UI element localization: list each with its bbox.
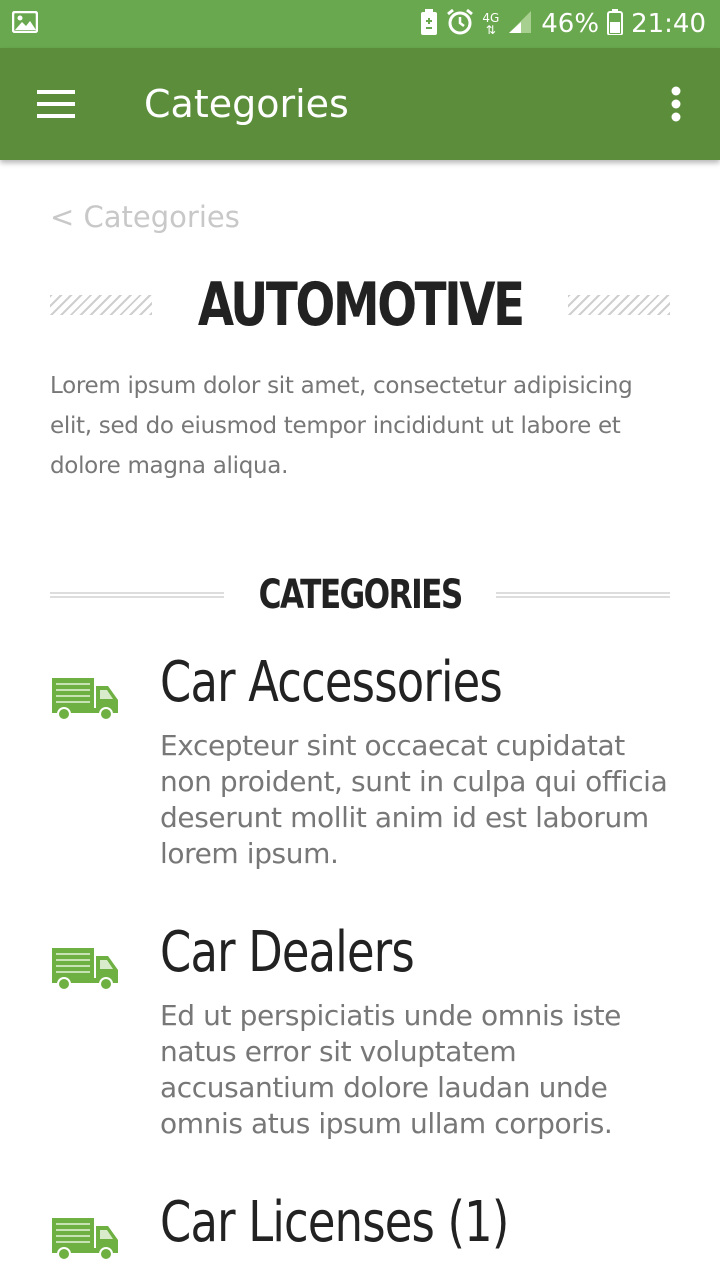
- page-heading: AUTOMOTIVE: [197, 270, 523, 340]
- section-header: [50, 570, 670, 620]
- truck-icon: [50, 1214, 120, 1262]
- hatch-divider-right: [568, 295, 670, 315]
- app-title: Categories: [144, 82, 349, 126]
- battery-icon: [607, 9, 623, 40]
- hatch-divider-left: [50, 295, 152, 315]
- status-bar: [0, 0, 720, 48]
- truck-icon: [50, 944, 120, 992]
- alarm-icon: [446, 8, 474, 41]
- category-name: Car Accessories: [160, 650, 502, 715]
- category-item[interactable]: [50, 650, 670, 910]
- category-item[interactable]: [50, 1190, 670, 1280]
- image-icon: [12, 11, 38, 38]
- category-description: Excepteur sint occaecat cupidatat non proident, sunt in culpa qui officia deserunt mollit anim id est laborum lorem ipsum.: [160, 729, 668, 870]
- breadcrumb-back-link[interactable]: < Categories: [50, 200, 240, 234]
- double-line-left: [50, 592, 224, 598]
- network-type: 4G: [482, 11, 500, 25]
- battery-percent: 46%: [541, 9, 600, 39]
- double-line-right: [496, 592, 670, 598]
- category-description: Ed ut perspiciatis unde omnis iste natus error sit voluptatem accusantium dolore laudan unde omnis atus ipsum ullam corporis.: [160, 999, 622, 1140]
- section-title: CATEGORIES: [258, 572, 462, 618]
- category-name: Car Dealers: [160, 920, 414, 985]
- clock: 21:40: [631, 9, 706, 39]
- network-indicator: [482, 12, 499, 36]
- data-arrows-icon: ⇅: [485, 23, 496, 37]
- heading-row: [50, 270, 670, 340]
- hamburger-menu-icon[interactable]: [0, 48, 112, 160]
- app-bar: [0, 48, 720, 160]
- intro-text: Lorem ipsum dolor sit amet, consectetur adipisicing elit, sed do eiusmod tempor incididunt ut labore et dolore magna aliqua.: [50, 373, 633, 479]
- more-vert-icon[interactable]: [632, 48, 720, 160]
- signal-icon: [507, 9, 533, 40]
- truck-icon: [50, 674, 120, 722]
- category-name: Car Licenses (1): [160, 1190, 509, 1255]
- battery-saver-icon: [420, 9, 438, 40]
- category-item[interactable]: [50, 920, 670, 1180]
